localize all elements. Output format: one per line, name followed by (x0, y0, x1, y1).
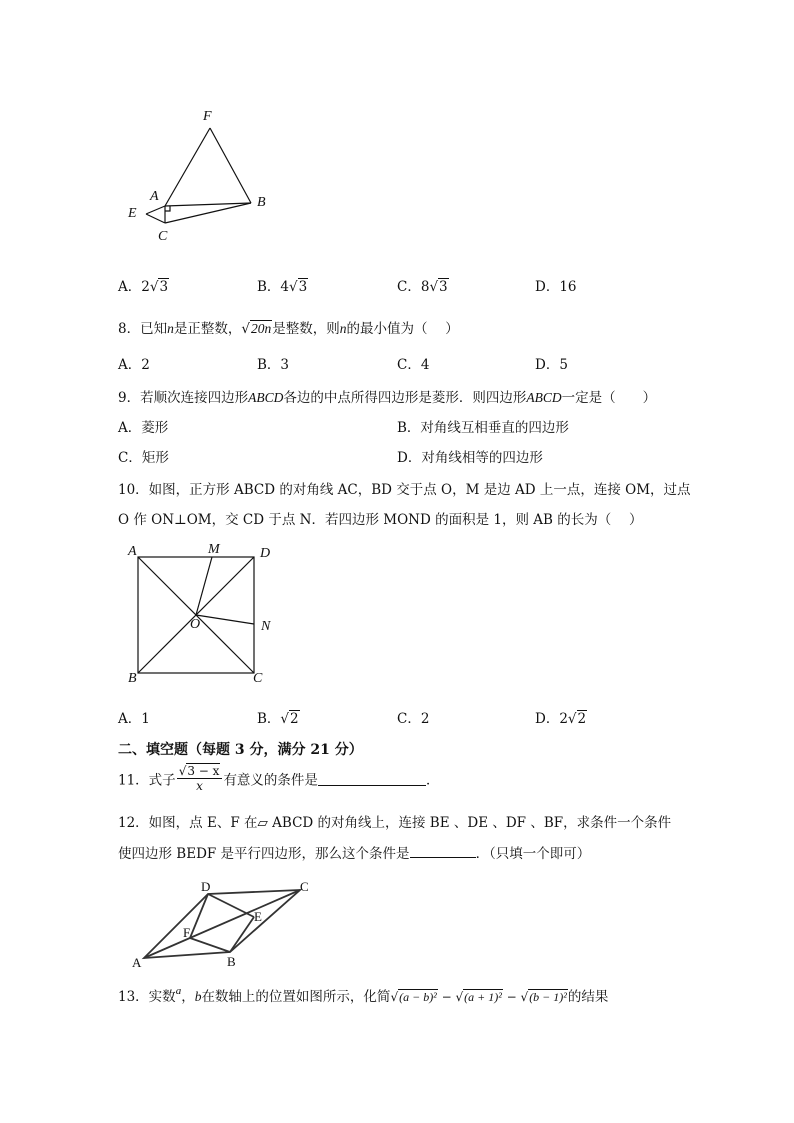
q9-stem: 9．若顺次连接四边形ABCD各边的中点所得四边形是菱形．则四边形ABCD一定是（ ） (118, 390, 657, 406)
label-A: A (150, 189, 159, 204)
label-O: O (190, 617, 201, 632)
q9-option-b[interactable]: B．对角线互相垂直的四边形 (397, 420, 569, 436)
q10-stem-line2: O 作 ON⊥OM，交 CD 于点 N．若四边形 MOND 的面积是 1，则 AB 的长为（ ） (118, 512, 643, 528)
q11-fraction: $\frac{√3 - x}{x}$ (177, 764, 223, 793)
q9-option-d[interactable]: D．对角线相等的四边形 (397, 450, 543, 466)
label-C: C (158, 229, 168, 244)
q9-option-a[interactable]: A．菱形 (118, 420, 169, 436)
q13-stem: 13．实数$^a$，b在数轴上的位置如图所示，化简√(a − b)² − √(a + 1)² − √(b − 1)²的结果 (118, 985, 609, 1005)
label-E: E (128, 206, 137, 221)
line-FB (210, 128, 251, 203)
q10-option-c[interactable]: C．2 (397, 711, 430, 727)
q12-answer-blank[interactable] (410, 843, 476, 858)
figure-q10-svg (120, 540, 290, 695)
figure-q12-svg (128, 877, 313, 972)
label-A: A (128, 544, 137, 559)
segment-DE (208, 894, 254, 917)
label-D: D (260, 546, 271, 561)
q7-option-a[interactable]: A．2√3 (118, 279, 169, 295)
label-F: F (203, 109, 212, 124)
label-N: N (261, 619, 271, 634)
q8-option-c[interactable]: C．4 (397, 357, 430, 373)
section-heading: 二、填空题（每题 3 分，满分 21 分） (118, 742, 363, 758)
label-E: E (254, 909, 262, 924)
figure-q10 (120, 540, 290, 695)
q7-option-c[interactable]: C．8√3 (397, 279, 448, 295)
label-B: B (257, 195, 266, 210)
q7-option-d[interactable]: D．16 (535, 279, 577, 295)
q8-stem: 8．已知n是正整数，√20n是整数，则n的最小值为（ ） (118, 321, 459, 337)
label-D: D (201, 879, 211, 894)
q12-stem-line1: 12．如图，点 E、F 在▱ ABCD 的对角线上，连接 BE 、DE 、DF 、BF，求条件一个条件 (118, 815, 672, 831)
label-F: F (183, 925, 191, 940)
label-B: B (227, 954, 236, 969)
q12-stem-line2: 使四边形 BEDF 是平行四边形，那么这个条件是 ．（只填一个即可） (118, 842, 590, 862)
segment-FB (190, 938, 230, 952)
q8-option-d[interactable]: D．5 (535, 357, 568, 373)
label-C: C (300, 879, 309, 894)
figure-q7 (120, 105, 290, 255)
q7-option-b[interactable]: B．4√3 (257, 279, 308, 295)
line-FA (165, 128, 210, 206)
line-EC (146, 214, 165, 223)
segment-ON (196, 615, 254, 624)
line-EA (146, 206, 165, 214)
q8-option-b[interactable]: B．3 (257, 357, 290, 373)
label-M: M (208, 542, 220, 557)
label-B: B (128, 671, 137, 686)
q9-option-c[interactable]: C．矩形 (118, 450, 169, 466)
figure-q12 (128, 877, 313, 972)
label-C: C (253, 671, 263, 686)
q10-stem-line1: 10．如图，正方形 ABCD 的对角线 AC，BD 交于点 O，M 是边 AD 上一点，连接 OM，过点 (118, 482, 691, 498)
right-angle-mark (165, 206, 170, 211)
label-A: A (132, 955, 142, 970)
q10-option-a[interactable]: A．1 (118, 711, 150, 727)
q10-option-b[interactable]: B．√2 (257, 711, 299, 727)
figure-q7-svg (120, 105, 290, 255)
q10-option-d[interactable]: D．2√2 (535, 711, 587, 727)
q11-answer-blank[interactable] (318, 771, 426, 786)
q8-option-a[interactable]: A．2 (118, 357, 150, 373)
q11-stem: 11．式子 $\frac{√3 - x}{x}$ 有意义的条件是 ． (118, 764, 440, 793)
